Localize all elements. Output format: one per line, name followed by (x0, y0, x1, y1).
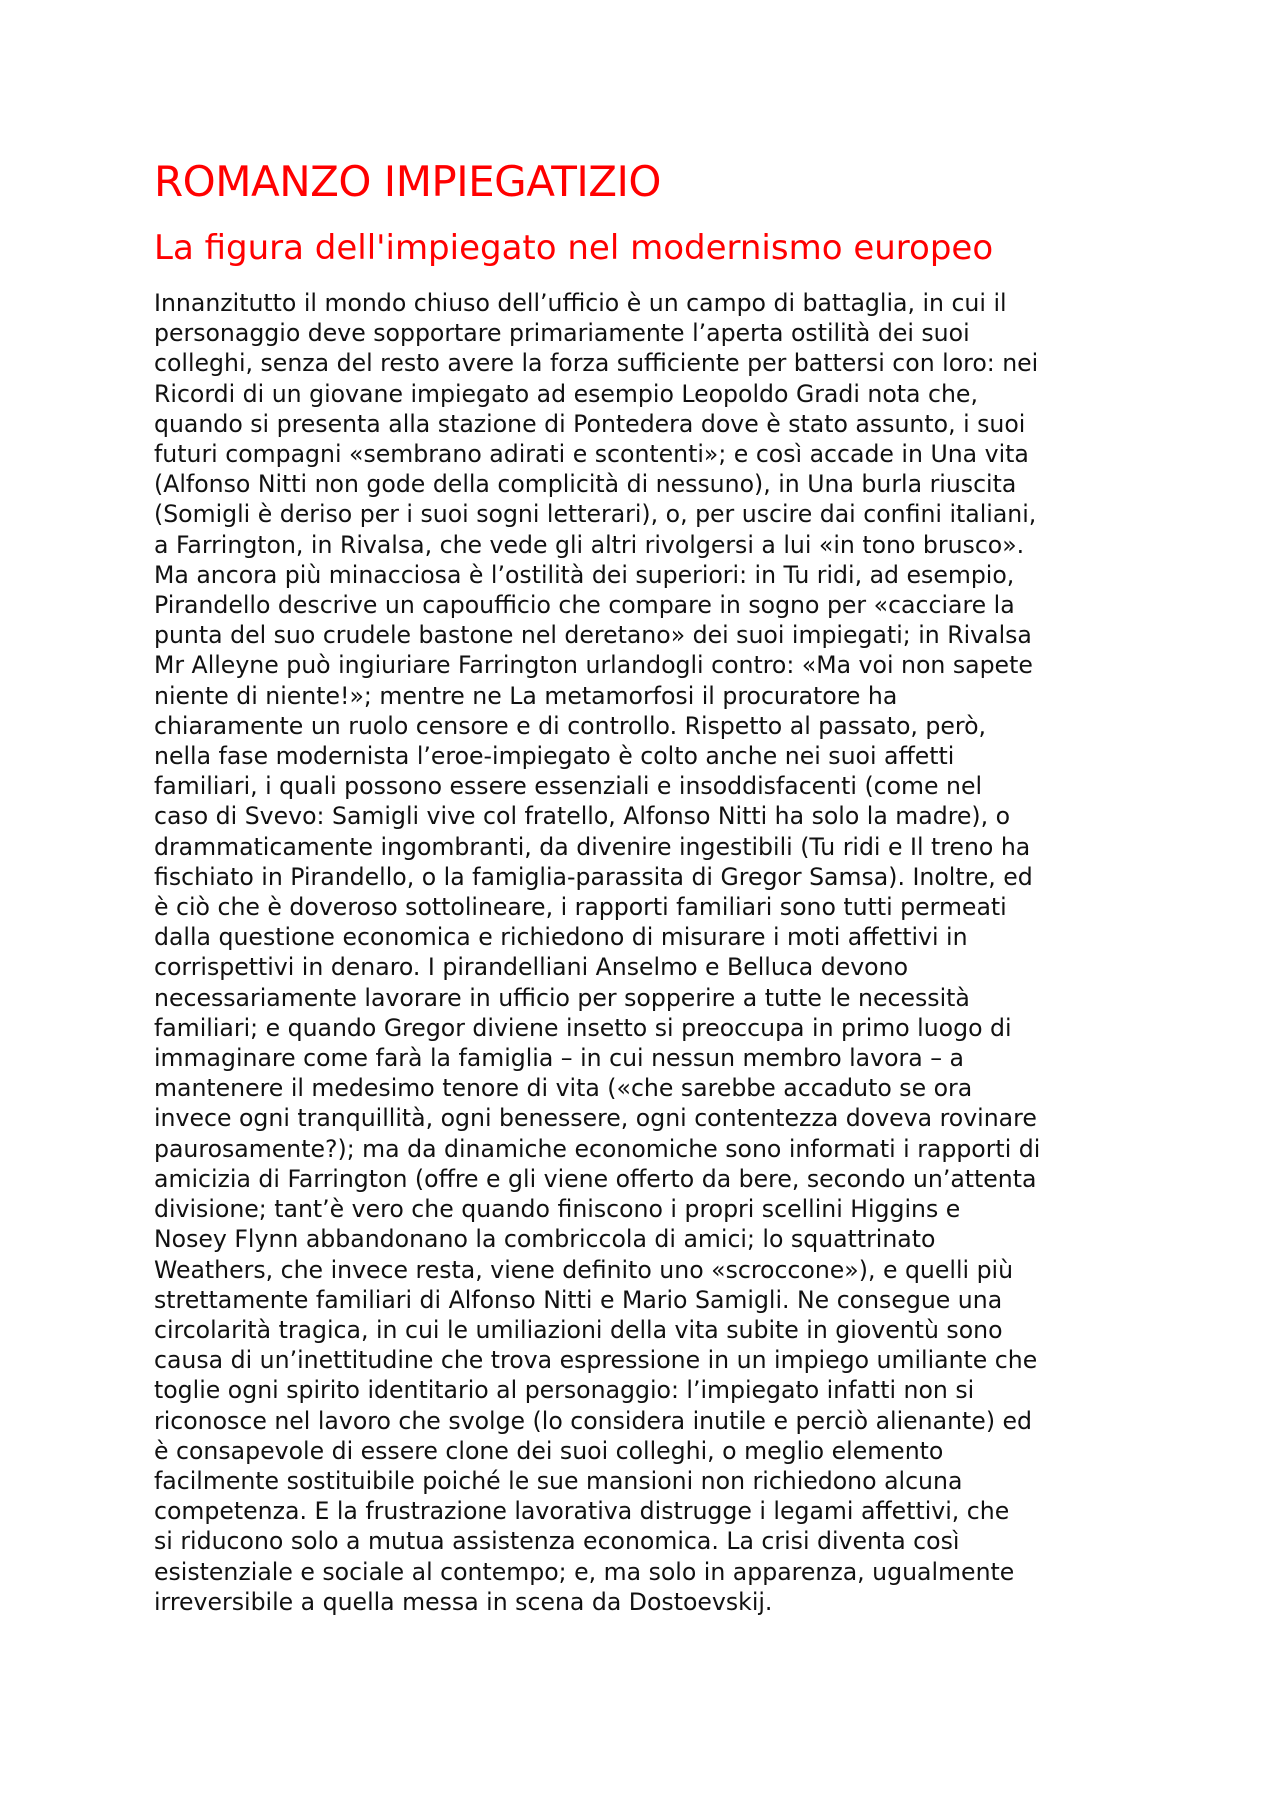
paragraph-line: Nosey Flynn abbandonano la combriccola di amici; lo squattrinato (154, 1225, 936, 1254)
body-paragraph (154, 288, 1134, 1617)
paragraph-line: corrispettivi in denaro. I pirandelliani Anselmo e Belluca devono (154, 953, 909, 982)
paragraph-line: chiaramente un ruolo censore e di controllo. Rispetto al passato, però, (154, 711, 987, 740)
paragraph-line: mantenere il medesimo tenore di vita («che sarebbe accaduto se ora (154, 1074, 973, 1103)
paragraph-line: (Alfonso Nitti non gode della complicità di nessuno), in Una burla riuscita (154, 470, 1017, 499)
paragraph-line: dalla questione economica e richiedono di misurare i moti affettivi in (154, 923, 968, 952)
paragraph-line: è consapevole di essere clone dei suoi colleghi, o meglio elemento (154, 1436, 944, 1465)
paragraph-line: toglie ogni spirito identitario al personaggio: l’impiegato infatti non si (154, 1376, 975, 1405)
paragraph-line: strettamente familiari di Alfonso Nitti e Mario Samigli. Ne consegue una (154, 1285, 1003, 1314)
paragraph-line: fischiato in Pirandello, o la famiglia-parassita di Gregor Samsa). Inoltre, ed (154, 862, 1033, 891)
paragraph-line: necessariamente lavorare in ufficio per sopperire a tutte le necessità (154, 983, 970, 1012)
paragraph-line: paurosamente?); ma da dinamiche economiche sono informati i rapporti di (154, 1134, 1041, 1163)
document-content (154, 150, 1134, 1617)
paragraph-line: futuri compagni «sembrano adirati e scontenti»; e così accade in Una vita (154, 440, 1029, 469)
document-subtitle: La figura dell'impiegato nel modernismo europeo (154, 228, 994, 268)
paragraph-line: Ma ancora più minacciosa è l’ostilità dei superiori: in Tu ridi, ad esempio, (154, 560, 1015, 589)
paragraph-line: amicizia di Farrington (offre e gli viene offerto da bere, secondo un’attenta (154, 1164, 1037, 1193)
paragraph-line: Mr Alleyne può ingiuriare Farrington urlandogli contro: «Ma voi non sapete (154, 651, 1033, 680)
paragraph-line: causa di un’inettitudine che trova espressione in un impiego umiliante che (154, 1346, 1038, 1375)
paragraph-line: si riducono solo a mutua assistenza economica. La crisi diventa così (154, 1527, 960, 1556)
paragraph-line: Weathers, che invece resta, viene definito uno «scroccone»), e quelli più (154, 1255, 1014, 1284)
paragraph-line: Innanzitutto il mondo chiuso dell’ufficio è un campo di battaglia, in cui il (154, 289, 1007, 317)
paragraph-line: immaginare come farà la famiglia – in cui nessun membro lavora – a (154, 1044, 964, 1073)
paragraph-line: niente di niente!»; mentre ne La metamorfosi il procuratore ha (154, 681, 898, 710)
paragraph-line: familiari; e quando Gregor diviene insetto si preoccupa in primo luogo di (154, 1013, 1012, 1042)
paragraph-line: nella fase modernista l’eroe-impiegato è colto anche nei suoi affetti (154, 742, 955, 771)
paragraph-line: irreversibile a quella messa in scena da Dostoevskij. (154, 1587, 773, 1616)
paragraph-line: familiari, i quali possono essere essenziali e insoddisfacenti (come nel (154, 772, 983, 801)
document-title: ROMANZO IMPIEGATIZIO (154, 157, 661, 206)
paragraph-line: facilmente sostituibile poiché le sue mansioni non richiedono alcuna (154, 1466, 963, 1495)
paragraph-line: riconosce nel lavoro che svolge (lo considera inutile e perciò alienante) ed (154, 1406, 1033, 1435)
paragraph-line: competenza. E la frustrazione lavorativa distrugge i legami affettivi, che (154, 1497, 1010, 1526)
paragraph-line: colleghi, senza del resto avere la forza sufficiente per battersi con loro: nei (154, 349, 1039, 378)
paragraph-line: Ricordi di un giovane impiegato ad esempio Leopoldo Gradi nota che, (154, 379, 978, 408)
paragraph-line: (Somigli è deriso per i suoi sogni letterari), o, per uscire dai confini italiani, (154, 500, 1037, 529)
paragraph-line: punta del suo crudele bastone nel deretano» dei suoi impiegati; in Rivalsa (154, 621, 1032, 650)
paragraph-line: Pirandello descrive un capoufficio che compare in sogno per «cacciare la (154, 591, 1015, 620)
paragraph-line: è ciò che è doveroso sottolineare, i rapporti familiari sono tutti permeati (154, 893, 1007, 922)
paragraph-line: caso di Svevo: Samigli vive col fratello, Alfonso Nitti ha solo la madre), o (154, 802, 1011, 831)
paragraph-line: quando si presenta alla stazione di Pontedera dove è stato assunto, i suoi (154, 409, 1026, 438)
paragraph-line: a Farrington, in Rivalsa, che vede gli altri rivolgersi a lui «in tono brusco». (154, 530, 1025, 559)
paragraph-line: esistenziale e sociale al contempo; e, ma solo in apparenza, ugualmente (154, 1557, 1015, 1586)
paragraph-line: divisione; tant’è vero che quando finiscono i propri scellini Higgins e (154, 1195, 961, 1224)
paragraph-line: invece ogni tranquillità, ogni benessere, ogni contentezza doveva rovinare (154, 1104, 1037, 1133)
paragraph-line: drammaticamente ingombranti, da divenire ingestibili (Tu ridi e Il treno ha (154, 832, 1031, 861)
paragraph-line: circolarità tragica, in cui le umiliazioni della vita subite in gioventù sono (154, 1315, 1003, 1344)
paragraph-line: personaggio deve sopportare primariamente l’aperta ostilità dei suoi (154, 319, 970, 348)
